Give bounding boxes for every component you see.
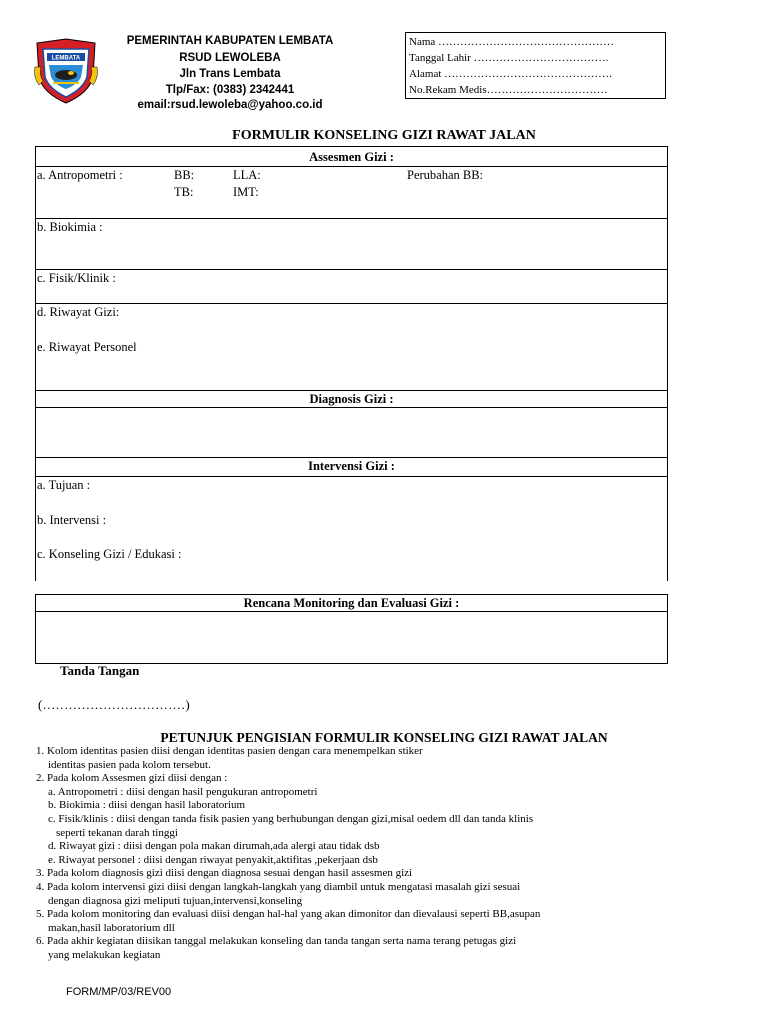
- form-title: FORMULIR KONSELING GIZI RAWAT JALAN: [232, 128, 536, 143]
- antropometri-label: a. Antropometri :: [37, 168, 123, 182]
- assessment-form-box: [35, 146, 668, 581]
- lla-label: LLA:: [233, 168, 261, 182]
- instruction-line: b. Biokimia : diisi dengan hasil laboratorium: [48, 799, 246, 812]
- patient-address-field[interactable]: Alamat ……………………………………….: [409, 68, 612, 80]
- divider: [35, 476, 668, 477]
- signature-line[interactable]: (……………………………): [38, 697, 190, 712]
- instruction-line: 1. Kolom identitas pasien diisi dengan identitas pasien dengan cara menempelkan stiker: [36, 745, 423, 757]
- header-email: email:rsud.lewoleba@yahoo.co.id: [137, 99, 323, 111]
- patient-identity-box[interactable]: [405, 32, 666, 99]
- bb-label: BB:: [174, 168, 195, 182]
- form-code: FORM/MP/03/REV00: [66, 986, 172, 998]
- medical-record-field[interactable]: No.Rekam Medis……………………………: [409, 84, 608, 96]
- instruction-line: identitas pasien pada kolom tersebut.: [48, 758, 211, 771]
- instruction-line: seperti tekanan darah tinggi: [56, 826, 178, 839]
- divider: [35, 218, 668, 219]
- instruction-line: e. Riwayat personel : diisi dengan riwayat penyakit,aktifitas ,pekerjaan dsb: [48, 853, 378, 866]
- biokimia-label: b. Biokimia :: [37, 220, 103, 234]
- riwayat-personel-label: e. Riwayat Personel: [37, 340, 137, 354]
- signature-label: Tanda Tangan: [60, 663, 140, 678]
- divider: [35, 303, 668, 304]
- header-government: PEMERINTAH KABUPATEN LEMBATA: [126, 35, 334, 47]
- instruction-line: d. Riwayat gizi : diisi dengan pola makan dirumah,ada alergi atau tidak dsb: [48, 840, 380, 853]
- instruction-line: c. Fisik/klinis : diisi dengan tanda fisik pasien yang berhubungan dengan gizi,misal oedem dll dan tanda klinis: [48, 812, 534, 825]
- instruction-line: 2. Pada kolom Assesmen gizi diisi dengan :: [36, 772, 228, 785]
- instruction-line: dengan diagnosa gizi meliputi tujuan,intervensi,konseling: [48, 894, 303, 907]
- divider: [35, 611, 668, 612]
- regency-logo: [33, 37, 99, 105]
- riwayat-gizi-label: d. Riwayat Gizi:: [37, 305, 120, 319]
- divider: [35, 407, 668, 408]
- assessment-heading: Assesmen Gizi :: [309, 150, 394, 164]
- header-address: Jln Trans Lembata: [179, 68, 281, 80]
- monitoring-heading: Rencana Monitoring dan Evaluasi Gizi :: [243, 596, 460, 610]
- fisik-klinik-label: c. Fisik/Klinik :: [37, 271, 116, 285]
- instruction-line: makan,hasil laboratorium dll: [48, 921, 175, 934]
- intervention-heading: Intervensi Gizi :: [308, 459, 395, 473]
- intervensi-label: b. Intervensi :: [37, 513, 107, 527]
- instruction-line: a. Antropometri : diisi dengan hasil pengukuran antropometri: [48, 785, 318, 798]
- instruction-line: 5. Pada kolom monitoring dan evaluasi diisi dengan hal-hal yang akan dimonitor dan dievalausi seperti BB,asupan: [36, 908, 541, 921]
- instruction-line: 4. Pada kolom intervensi gizi diisi dengan langkah-langkah yang diambil untuk mengatasi masalah gizi sesuai: [36, 880, 521, 893]
- svg-text:LEMBATA: LEMBATA: [51, 55, 81, 62]
- patient-name-field[interactable]: Nama …………………………………………: [409, 36, 615, 48]
- divider: [35, 269, 668, 270]
- divider: [35, 390, 668, 391]
- divider: [35, 457, 668, 458]
- instruction-line: yang melakukan kegiatan: [48, 948, 161, 961]
- patient-birthdate-field[interactable]: Tanggal Lahir ……………………………….: [409, 52, 609, 64]
- instruction-line: 6. Pada akhir kegiatan diisikan tanggal melakukan konseling dan tanda tangan serta nama terang petugas gizi: [36, 935, 517, 948]
- tb-label: TB:: [174, 185, 194, 199]
- tujuan-label: a. Tujuan :: [37, 478, 91, 492]
- instruction-line: 3. Pada kolom diagnosis gizi diisi dengan diagnosa sesuai dengan hasil assesmen gizi: [36, 867, 413, 880]
- divider: [35, 166, 668, 167]
- instructions-list: [36, 745, 736, 963]
- diagnosis-heading: Diagnosis Gizi :: [309, 392, 394, 406]
- instructions-title: PETUNJUK PENGISIAN FORMULIR KONSELING GIZI RAWAT JALAN: [160, 730, 608, 745]
- header-phone: Tlp/Fax: (0383) 2342441: [165, 84, 295, 96]
- imt-label: IMT:: [233, 185, 259, 199]
- weight-change-label: Perubahan BB:: [407, 168, 484, 182]
- header-hospital: RSUD LEWOLEBA: [179, 52, 281, 64]
- konseling-label: c. Konseling Gizi / Edukasi :: [37, 547, 182, 561]
